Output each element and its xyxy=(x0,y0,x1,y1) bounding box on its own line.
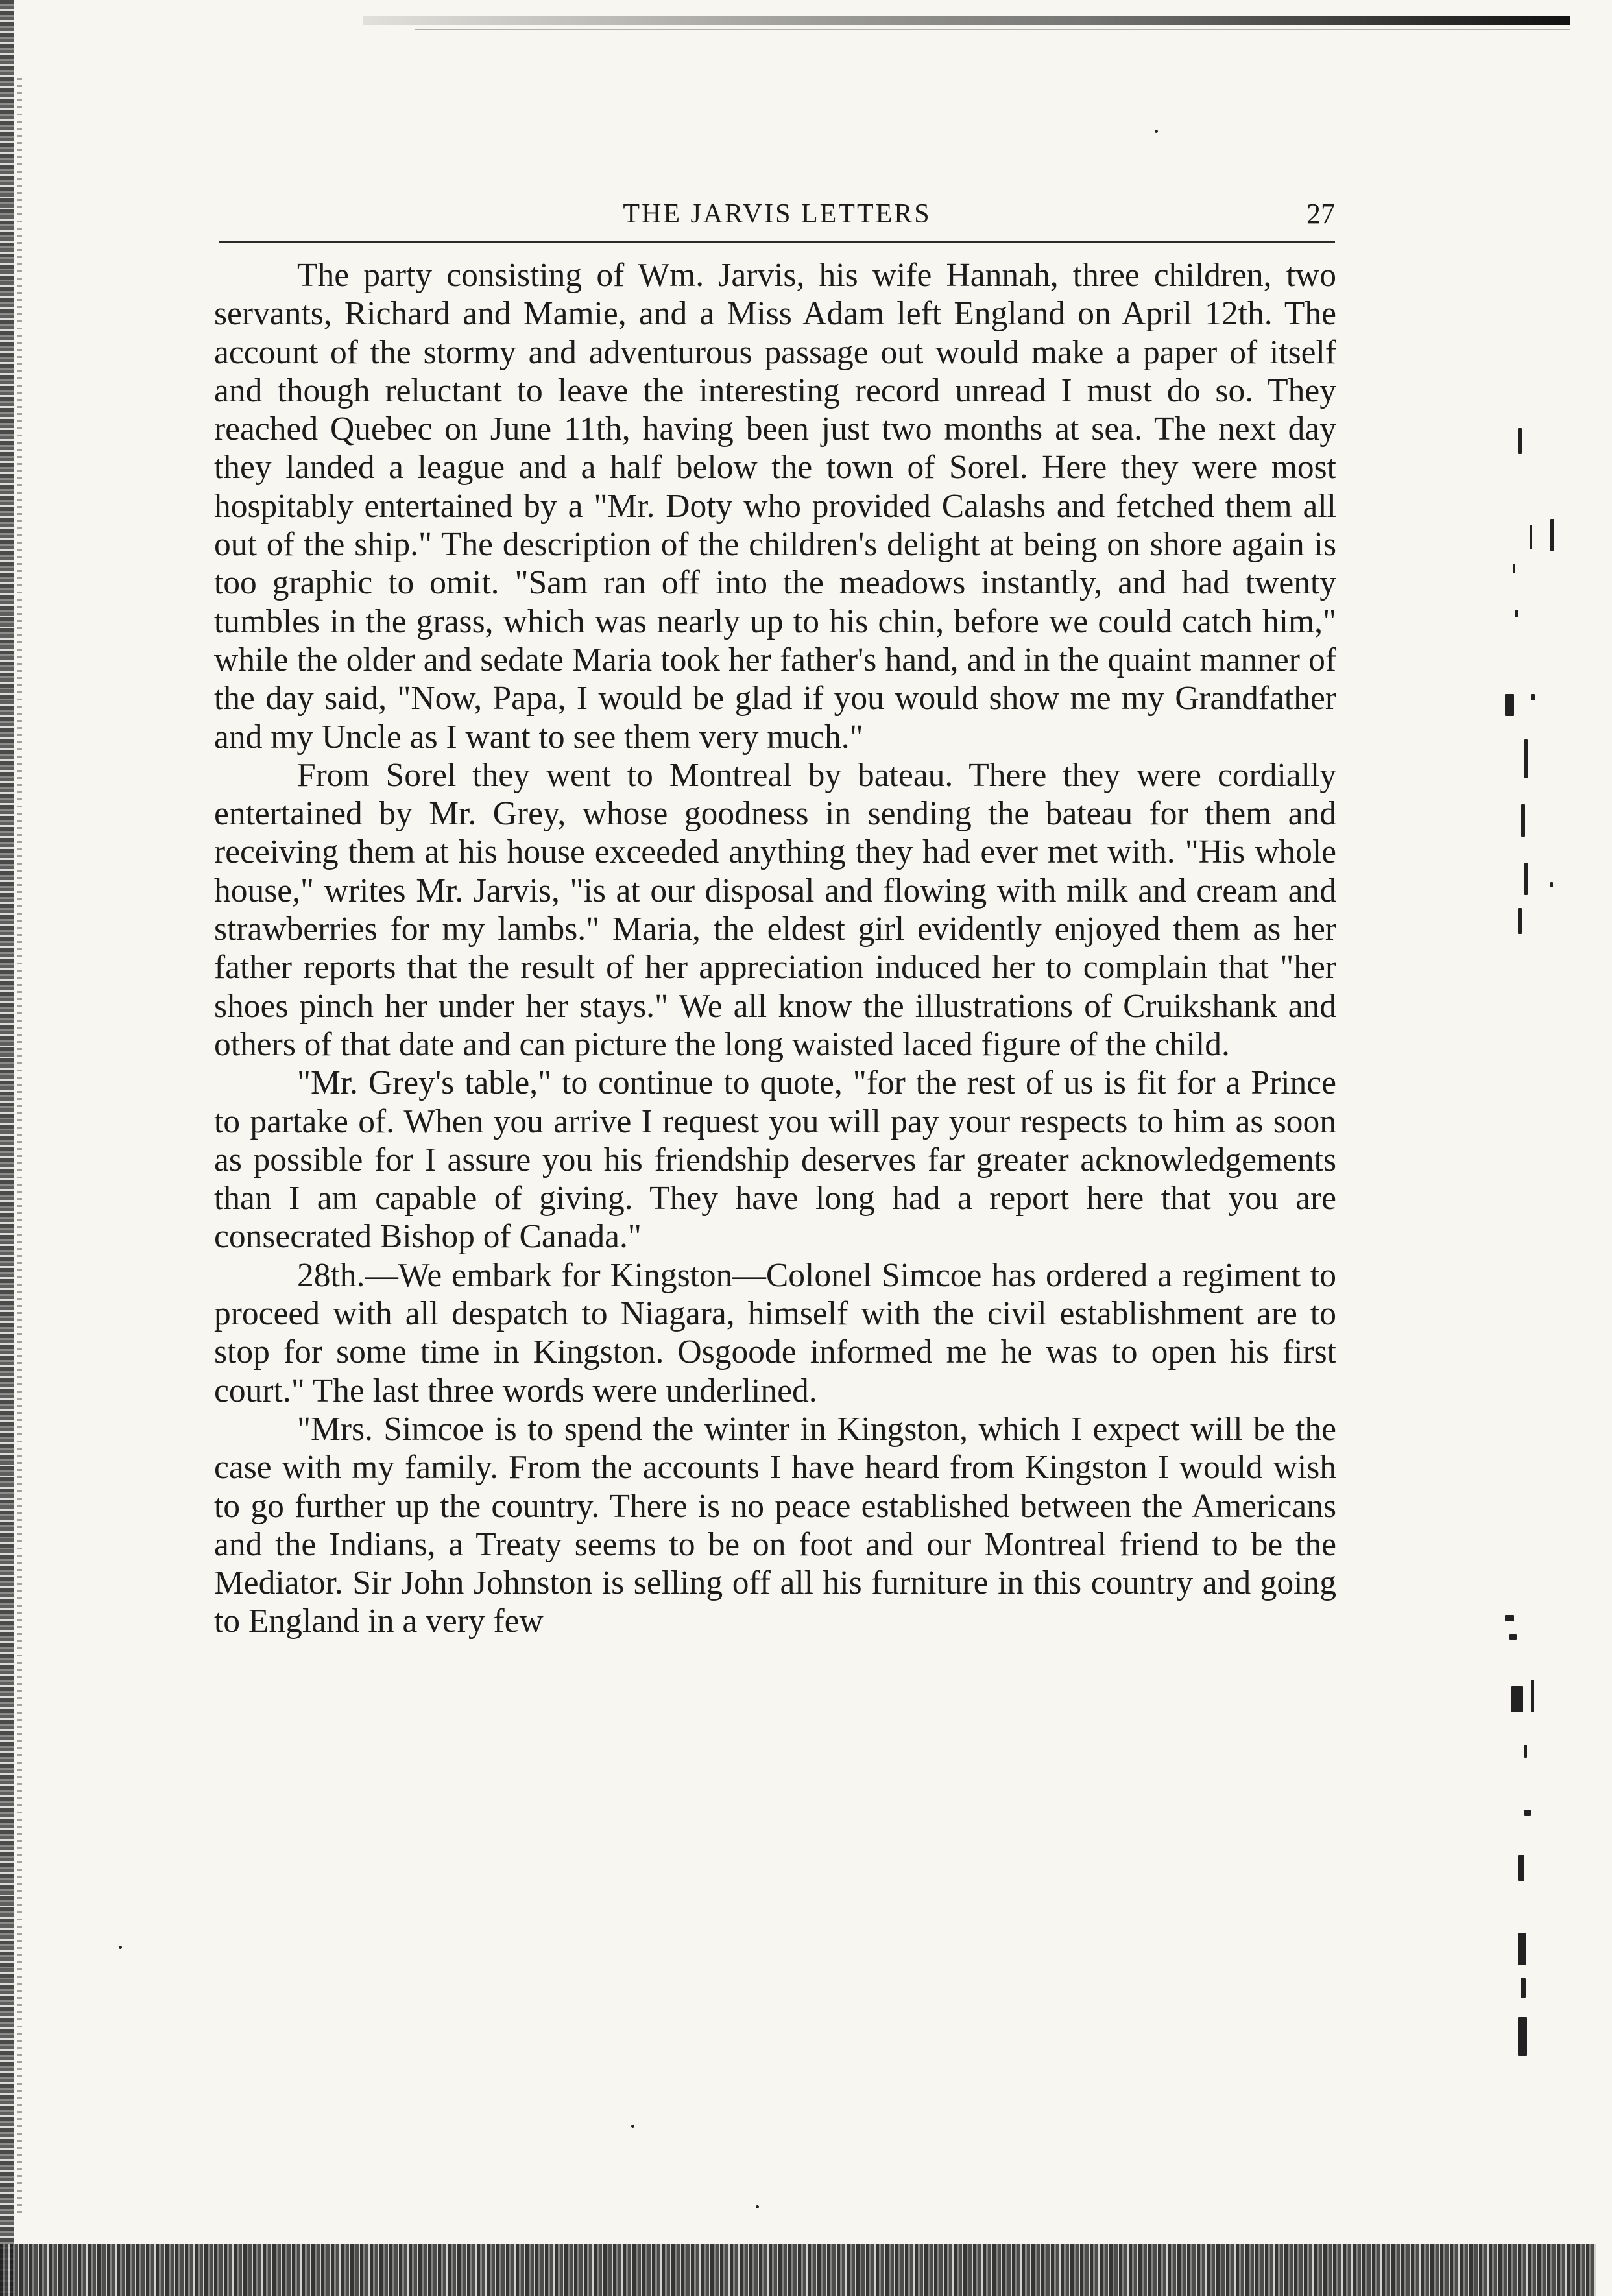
scan-speck xyxy=(1155,130,1158,133)
scan-speck xyxy=(756,2205,759,2208)
scan-binding-shadow xyxy=(17,78,22,2218)
paragraph: 28th.—We embark for Kingston—Colonel Simcoe has ordered a regiment to proceed with all despatch to Niagara, himself with the civil establishment are to stop for some time in Kingston. Osgoode informed me he was to open his first court." The last three words were underlined. xyxy=(214,1256,1336,1409)
scan-binding-edge xyxy=(0,0,14,2296)
scan-bottom-edge xyxy=(0,2244,1596,2296)
running-head xyxy=(219,195,1335,240)
scan-speck xyxy=(119,1946,122,1949)
paragraph: "Mr. Grey's table," to continue to quote, "for the rest of us is fit for a Prince to partake of. When you arrive I request you will pay your respects to him as soon as possible for I assure you his friendship deserves far greater acknowledgements than I am capable of giving. They have long had a report here that you are consecrated Bishop of Canada." xyxy=(214,1064,1336,1256)
running-head-title: THE JARVIS LETTERS xyxy=(623,199,932,229)
page-number: 27 xyxy=(1306,198,1335,230)
scan-speck xyxy=(631,2125,634,2128)
body-text xyxy=(214,256,1336,1641)
paragraph: "Mrs. Simcoe is to spend the winter in Kingston, which I expect will be the case with my family. From the accounts I have heard from Kingston I would wish to go further up the country. There is no peace established between the Americans and the Indians, a Treaty seems to be on foot and our Montreal friend to be the Mediator. Sir John Johnston is selling off all his furniture in this country and going to England in a very few xyxy=(214,1410,1336,1640)
scan-top-edge xyxy=(363,16,1570,25)
header-rule xyxy=(219,241,1335,243)
paragraph: From Sorel they went to Montreal by bateau. There they were cordially entertained by Mr. Grey, whose goodness in sending the bateau for them and receiving them at his house exceeded anything they had ever met with. "His whole house," writes Mr. Jarvis, "is at our disposal and flowing with milk and cream and strawberries for my lambs." Maria, the eldest girl evidently enjoyed them as her father reports that the result of her appreciation induced her to complain that "her shoes pinch her under her stays." We all know the illustrations of Cruikshank and others of that date and can picture the long waisted laced figure of the child. xyxy=(214,756,1336,1063)
bleed-through-marks xyxy=(1453,415,1583,2101)
paragraph: The party consisting of Wm. Jarvis, his wife Hannah, three children, two servants, Richard and Mamie, and a Miss Adam left England on April 12th. The account of the stormy and adventurous passage out would make a paper of itself and though reluctant to leave the interesting record unread I must do so. They reached Quebec on June 11th, having been just two months at sea. The next day they landed a league and a half below the town of Sorel. Here they were most hospitably entertained by a "Mr. Doty who provided Calashs and fetched them all out of the ship." The description of the children's delight at being on shore again is too graphic to omit. "Sam ran off into the meadows instantly, and had twenty tumbles in the grass, which was nearly up to his chin, before we could catch him," while the older and sedate Maria took her father's hand, and in the quaint manner of the day said, "Now, Papa, I would be glad if you would show me my Grandfather and my Uncle as I want to see them very much." xyxy=(214,257,1336,756)
scan-top-rule xyxy=(415,29,1570,30)
